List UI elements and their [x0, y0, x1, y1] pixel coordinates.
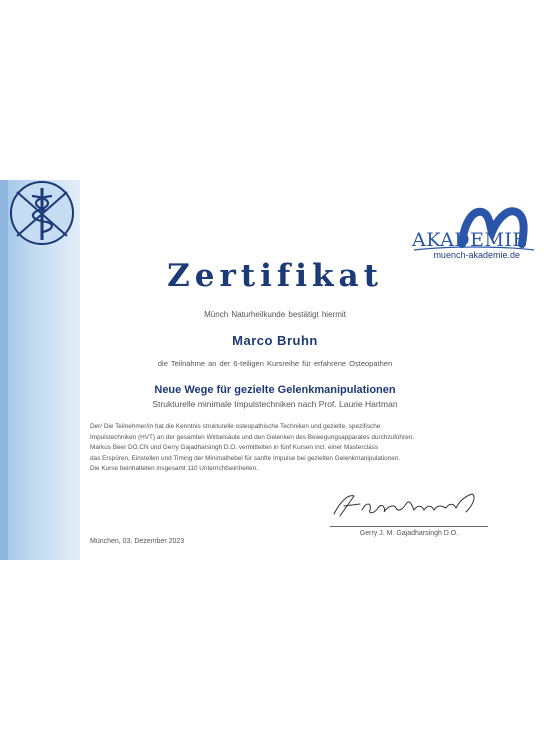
signature-line [330, 526, 488, 527]
logo-url: muench-akademie.de [433, 250, 520, 260]
recipient-name: Marco Bruhn [232, 333, 318, 348]
participation-line: die Teilnahme an der 6-teiligen Kursreihe für erfahrene Osteopathen [157, 359, 393, 368]
certificate-title: Zertifikat [167, 258, 383, 294]
course-title: Neue Wege für gezielte Gelenkmanipulationen [154, 384, 396, 396]
body-line: das Erspüren, Einstellen und Timing der Minimalhebel für sanfte Impulse bei gezielten Gelenkmanipulationen. [90, 454, 401, 462]
caduceus-logo [9, 180, 75, 246]
course-subtitle: Strukturelle minimale Impulstechniken nach Prof. Laurie Hartman [152, 399, 398, 409]
place-date: München, 03. Dezember 2023 [90, 538, 185, 545]
certificate-body [90, 422, 510, 475]
logo-wordmark: AKADEMIE [412, 229, 527, 251]
body-line: Markus Beer DO.CN und Gerry Gajadharsingh D.O. vermittelten in fünf Kursen incl. einer Masterclass [90, 444, 379, 451]
signer-name: Gerry J. M. Gajadharsingh D.O. [359, 530, 459, 537]
side-band-edge [0, 180, 8, 560]
body-line: Der/ Die Teilnehmer/in hat die Kenntnis strukturelle osteopathische Techniken und gezielte, spezifische [90, 423, 381, 430]
body-line: Impulstechniken (HVT) an der gesamten Wirbelsäule und den Gelenken des Bewegungsapparates durchzuführen. [90, 433, 414, 441]
handwritten-signature [326, 484, 490, 524]
issuer-line: Münch Naturheilkunde bestätigt hiermit [204, 310, 346, 319]
body-line: Die Kurse beinhalteten insgesamt 110 Unterrichtseinheiten. [90, 465, 258, 472]
